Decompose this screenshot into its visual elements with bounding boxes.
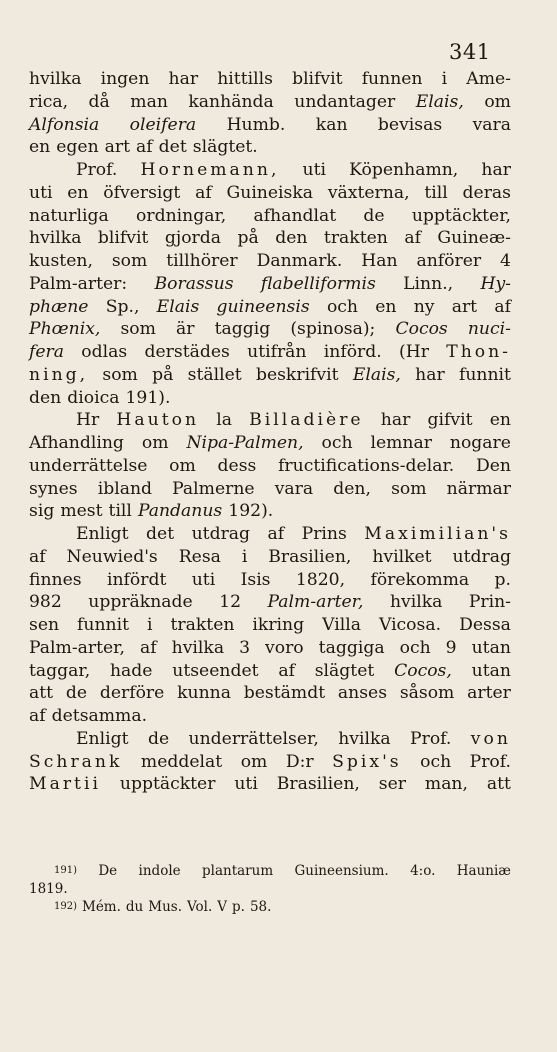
text-line [29, 637, 511, 660]
word: utifrån [247, 342, 307, 362]
word: af [195, 182, 212, 203]
word: Borassus [154, 273, 234, 294]
footnote-number: 192) [54, 901, 77, 912]
text-line [29, 296, 511, 319]
word: Cocos, [394, 660, 452, 681]
word: derföre [99, 683, 165, 704]
word: (Hr [399, 342, 429, 362]
text-line [29, 751, 511, 774]
word: Hauton [116, 410, 200, 431]
word: man, [424, 774, 468, 795]
word: uti [234, 774, 258, 795]
word: nuci- [467, 319, 511, 340]
word: derstädes [144, 342, 230, 362]
footnote-word: Mus. [148, 899, 182, 915]
word: en [489, 410, 511, 431]
word: Vicosa. [378, 615, 442, 635]
footnote-word: Mém. [82, 899, 121, 915]
word: lemnar [370, 433, 432, 453]
word: kan [315, 114, 348, 135]
word: utdrag [452, 546, 511, 567]
word: anses [337, 683, 388, 704]
word: Guineæ- [437, 228, 511, 249]
text-line [29, 182, 511, 205]
word: p. [494, 569, 511, 590]
word: Phœnix, [29, 319, 101, 340]
word: bestämdt [243, 683, 326, 704]
text-line [29, 660, 511, 683]
text-line [29, 387, 511, 410]
word: gifvit [427, 410, 473, 431]
word: af [278, 660, 295, 681]
word: Isis [240, 569, 271, 590]
word: funnit [458, 364, 511, 385]
word: Prin- [468, 592, 511, 613]
word: af [136, 137, 153, 158]
word: Palmerne [172, 478, 255, 499]
word: Cocos [395, 319, 448, 340]
text-line [29, 523, 511, 546]
word: och [399, 637, 431, 658]
word: hittills [217, 69, 273, 89]
word: Danmark. [256, 251, 343, 271]
word: oleifera [129, 114, 197, 135]
text-line [29, 68, 511, 91]
footnote-word: V [217, 899, 227, 915]
word: Elais [156, 296, 200, 317]
word: anförer [416, 251, 482, 271]
word: trakten [323, 228, 388, 249]
word: utan [471, 660, 511, 681]
word: Spix's [332, 751, 402, 772]
word: vara [274, 478, 314, 499]
word: i [147, 615, 153, 635]
word: att [486, 774, 511, 795]
word: af [140, 637, 157, 658]
word: guineensis [216, 296, 310, 317]
word: afhandlat [253, 205, 337, 226]
word: har [415, 364, 445, 385]
footnote [29, 862, 511, 880]
word: Neuwied's [66, 546, 158, 567]
word: Palm-arter, [267, 592, 364, 613]
text-line [29, 478, 511, 501]
word: taggiga [318, 637, 385, 658]
word: af [404, 228, 421, 249]
word: Prof. [410, 728, 452, 749]
word: blifvit [292, 69, 343, 89]
word: ikring [252, 615, 305, 635]
word: deras [462, 182, 511, 203]
text-line [29, 227, 511, 250]
word: af [29, 706, 46, 726]
word: det [158, 137, 187, 158]
word: Thon- [446, 342, 511, 362]
word: af [494, 296, 511, 317]
word: de [363, 205, 385, 226]
word: Prof. [76, 160, 118, 180]
footnote-word: p. [232, 899, 245, 915]
word: synes [29, 478, 78, 499]
word: upptäckter, [411, 205, 511, 226]
word: man [130, 91, 168, 112]
word: dess [217, 455, 257, 476]
word: odlas [81, 342, 128, 362]
word: om [484, 91, 511, 112]
word: ny [413, 296, 435, 317]
word: fera [29, 342, 64, 362]
word: voro [265, 637, 304, 658]
word: art [104, 137, 131, 158]
text-line [29, 250, 511, 273]
word: den [275, 228, 308, 249]
word: finnes [29, 569, 82, 590]
word: (spinosa); [290, 319, 376, 340]
word: trakten [170, 615, 235, 635]
word: la [216, 410, 232, 431]
word: funnen [361, 69, 423, 89]
word: sig [29, 501, 55, 522]
text-line [29, 91, 511, 114]
word: dioica [67, 387, 120, 408]
word: Linn., [403, 273, 454, 294]
footnote-word: plantarum [202, 863, 274, 879]
word: ibland [97, 478, 153, 499]
footnote-word: Vol. [187, 899, 213, 915]
word: Hornemann, [140, 160, 280, 180]
word: Brasilien, [276, 774, 360, 795]
word: taggig [214, 319, 271, 340]
word: och [420, 751, 452, 772]
footnote-word: Hauniæ [456, 863, 511, 879]
word: förekomma [370, 569, 470, 590]
word: hade [109, 660, 153, 681]
word: Humb. [226, 114, 286, 135]
word: mest [60, 501, 103, 522]
word: vara [472, 114, 511, 135]
footnote-word: De [98, 863, 118, 879]
word: Elais, [352, 364, 401, 385]
word: Alfonsia [29, 114, 100, 135]
text-line [29, 409, 511, 432]
word: Guineiska [226, 182, 314, 203]
word: art [451, 296, 478, 317]
word: detsamma. [51, 706, 148, 726]
word: 192). [228, 501, 274, 522]
text-line [29, 318, 511, 341]
text-line [29, 136, 511, 159]
word: meddelat [140, 751, 223, 772]
word: kanhända [188, 91, 274, 112]
word: Den [475, 455, 511, 476]
word: sen [29, 615, 60, 635]
word: kusten, [29, 251, 93, 271]
word: ingen [100, 69, 150, 89]
word: nogare [449, 433, 511, 453]
text-line [29, 614, 511, 637]
text-line [29, 455, 511, 478]
word: arter [467, 683, 511, 704]
word: på [152, 364, 174, 385]
footnote [29, 898, 511, 916]
word: hvilket [372, 546, 432, 567]
text-line [29, 773, 511, 796]
word: uti [191, 569, 216, 590]
word: de [147, 728, 170, 749]
footnote-word: indole [138, 863, 181, 879]
body-text [29, 68, 511, 796]
text-line [29, 705, 511, 728]
word: von [470, 728, 511, 749]
word: som [120, 319, 156, 340]
text-line [29, 432, 511, 455]
word: utseendet [172, 660, 259, 681]
text-line [29, 341, 511, 364]
word: taggar, [29, 660, 91, 681]
word: har [380, 410, 411, 431]
word: och [321, 433, 353, 453]
word: upptäckter [119, 774, 216, 795]
footnote-word: 4:o. [410, 863, 436, 879]
word: Prins [301, 524, 347, 544]
footnote-word: 1819. [29, 881, 68, 897]
word: som [102, 364, 138, 385]
word: hvilka [389, 592, 443, 613]
word: tillhörer [166, 251, 238, 271]
word: Ame- [466, 69, 511, 89]
word: ser [378, 774, 406, 795]
word: af [267, 524, 285, 544]
word: naturliga [29, 205, 109, 226]
word: den [29, 387, 62, 408]
word: 12 [219, 592, 242, 613]
word: D:r [285, 751, 314, 772]
word: och [326, 296, 358, 317]
word: Resa [178, 546, 221, 567]
text-line [29, 728, 511, 751]
footnote [29, 880, 511, 898]
word: Billadière [249, 410, 364, 431]
word: Brasilien, [268, 546, 352, 567]
footnote-word: Guineensium. [294, 863, 389, 879]
text-line [29, 569, 511, 592]
word: infördt [106, 569, 167, 590]
word: 982 [29, 592, 62, 613]
word: Palm-arter: [29, 273, 128, 294]
word: Nipa-Palmen, [186, 433, 304, 453]
word: att [29, 683, 54, 704]
word: utdrag [191, 524, 251, 544]
word: den, [333, 478, 371, 499]
word: rica, [29, 91, 69, 112]
word: phæne [29, 296, 89, 317]
word: 3 [239, 637, 251, 658]
word: kunna [177, 683, 231, 704]
footnote-word: 58. [249, 899, 272, 915]
word: har [168, 69, 199, 89]
word: fructifications-delar. [278, 455, 455, 476]
word: om [169, 455, 196, 476]
word: Köpenhamn, [349, 160, 459, 180]
word: 191). [125, 387, 171, 408]
word: underrättelser, [188, 728, 319, 749]
word: Elais, [415, 91, 464, 112]
word: om [240, 751, 268, 772]
word: är [176, 319, 195, 340]
word: egen [56, 137, 99, 158]
word: Martii [29, 774, 101, 795]
word: en [29, 137, 51, 158]
word: öfversigt [103, 182, 181, 203]
word: af [29, 546, 46, 567]
word: har [481, 160, 511, 180]
word: Schrank [29, 751, 123, 772]
word: införd. [323, 342, 382, 362]
word: funnit [77, 615, 130, 635]
word: Han [361, 251, 398, 271]
word: som [111, 251, 148, 271]
text-line [29, 682, 511, 705]
word: närmar [446, 478, 511, 499]
footnotes [29, 862, 511, 916]
word: Palm-arter, [29, 637, 125, 658]
word: uti [29, 182, 53, 203]
word: undantager [294, 91, 396, 112]
word: Hr [76, 410, 100, 431]
word: en [67, 182, 89, 203]
word: underrättelse [29, 455, 148, 476]
word: Villa [322, 615, 361, 635]
word: då [88, 91, 110, 112]
word: det [146, 524, 175, 544]
word: blifvit [97, 228, 149, 249]
word: hvilka [171, 637, 225, 658]
word: Pandanus [137, 501, 223, 522]
word: slägtet. [192, 137, 258, 158]
word: som [391, 478, 427, 499]
footnote-number: 191) [54, 865, 77, 876]
word: ordningar, [136, 205, 227, 226]
word: i [441, 69, 448, 89]
text-line [29, 205, 511, 228]
word: Enligt [76, 524, 129, 544]
word: hvilka [29, 69, 82, 89]
word: Dessa [459, 615, 511, 635]
word: bevisas [377, 114, 443, 135]
word: 1820, [295, 569, 346, 590]
word: utan [471, 637, 511, 658]
word: i [241, 546, 248, 567]
word: Enligt [76, 728, 129, 749]
text-line [29, 500, 511, 523]
word: Afhandling [29, 433, 124, 453]
footnote-word: du [125, 899, 144, 915]
word: en [375, 296, 397, 317]
word: flabelliformis [260, 273, 376, 294]
word: till [108, 501, 132, 522]
word: Maximilian's [364, 524, 511, 544]
word: uppräknade [88, 592, 193, 613]
text-line [29, 114, 511, 137]
word: hvilka [29, 228, 82, 249]
word: Prof. [469, 751, 511, 772]
word: Hy- [480, 273, 511, 294]
word: till [424, 182, 448, 203]
word: Sp., [105, 296, 140, 317]
word: om [141, 433, 169, 453]
text-line [29, 364, 511, 387]
word: 4 [500, 251, 511, 271]
word: på [237, 228, 259, 249]
text-line [29, 546, 511, 569]
word: ning, [29, 364, 89, 385]
word: hvilka [338, 728, 391, 749]
word: växterna, [327, 182, 410, 203]
text-line [29, 591, 511, 614]
word: uti [302, 160, 327, 180]
text-line [29, 273, 511, 296]
page-number: 341 [449, 40, 491, 64]
word: gjorda [164, 228, 222, 249]
word: slägtet [314, 660, 375, 681]
word: 9 [445, 637, 457, 658]
text-line [29, 159, 511, 182]
word: såsom [399, 683, 455, 704]
word: stället [187, 364, 242, 385]
word: beskrifvit [255, 364, 339, 385]
word: de [65, 683, 88, 704]
